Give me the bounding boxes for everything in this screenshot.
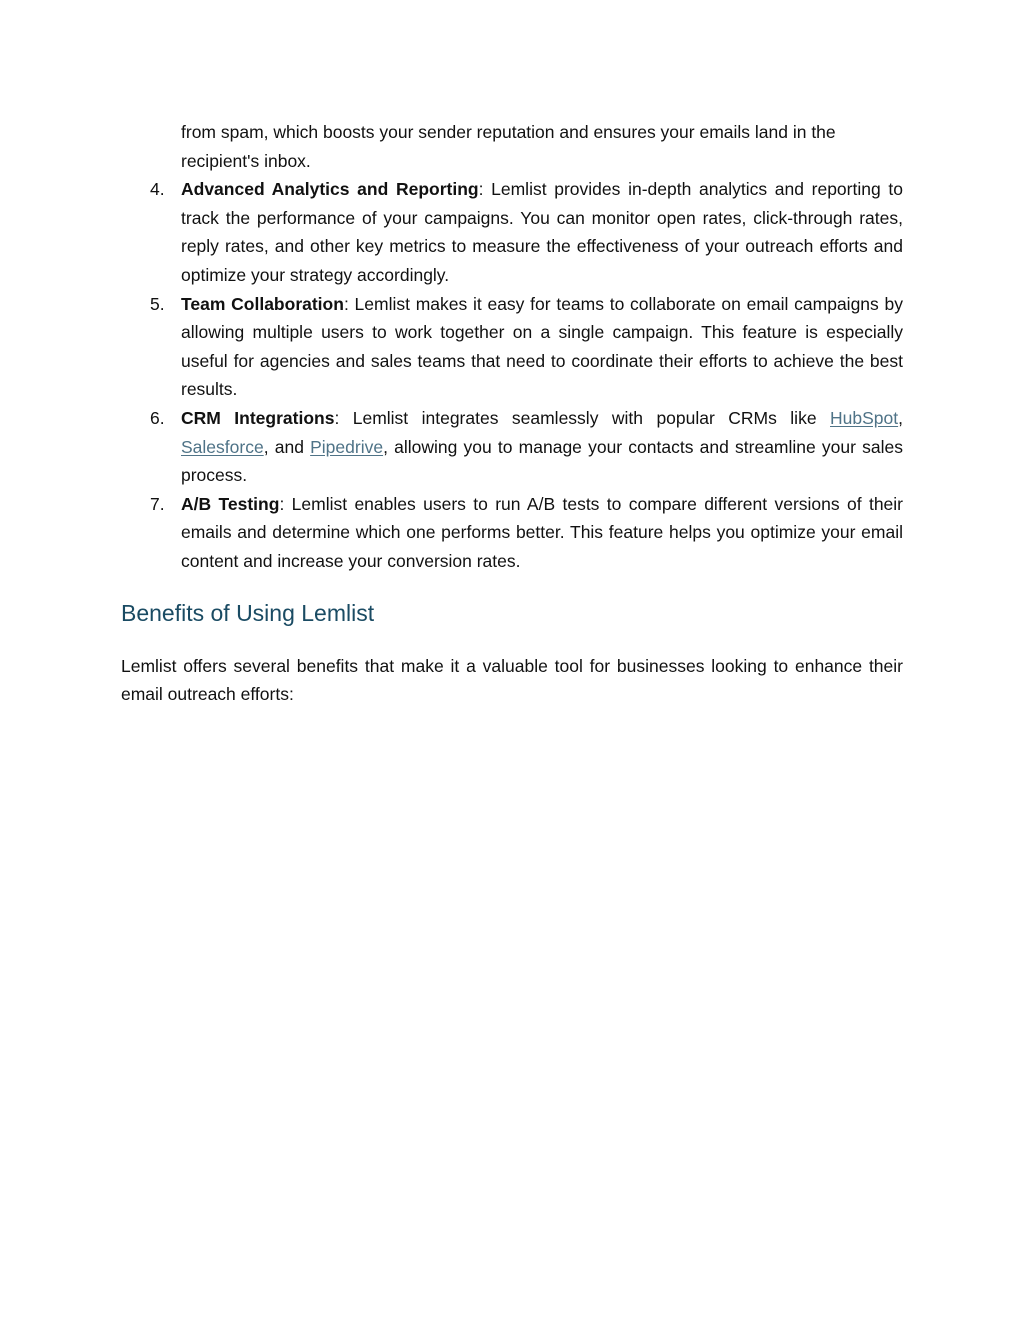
salesforce-link[interactable]: Salesforce — [181, 436, 264, 457]
hubspot-link[interactable]: HubSpot — [830, 407, 899, 428]
section-heading: Benefits of Using Lemlist — [121, 599, 375, 626]
feature-description: : Lemlist enables users to run A/B tests to compare different versions of their emails and determine which one performs better. This feature helps you optimize your email content and increase your conversion rates. — [181, 493, 904, 571]
feature-title: Advanced Analytics and Reporting — [181, 179, 479, 200]
continued-paragraph: from spam, which boosts your sender reputation and ensures your emails land in the recipient's inbox. — [181, 122, 836, 171]
feature-title: CRM Integrations — [181, 407, 335, 428]
feature-title: A/B Testing — [181, 493, 280, 514]
separator-text: , — [898, 407, 903, 428]
list-item-collaboration — [121, 290, 903, 404]
section-intro-paragraph: Lemlist offers several benefits that make it a valuable tool for businesses looking to enhance their email outreach efforts: — [121, 655, 903, 705]
list-number: 5. — [150, 293, 165, 314]
document-body — [121, 118, 903, 709]
feature-description: : Lemlist makes it easy for teams to collaborate on email campaigns by allowing multiple users to work together on a single campaign. This feature is especially useful for agencies and sales teams that need to coordinate their efforts to achieve the best results. — [181, 293, 903, 400]
list-item-ab-testing — [121, 490, 903, 576]
list-number: 7. — [150, 493, 165, 514]
list-number: 6. — [150, 407, 165, 428]
separator-text: , and — [263, 436, 311, 457]
feature-list — [121, 175, 903, 575]
list-item-crm — [121, 404, 903, 490]
pipedrive-link[interactable]: Pipedrive — [310, 436, 384, 457]
feature-description: : Lemlist integrates seamlessly with popular CRMs like — [334, 407, 830, 428]
list-number: 4. — [150, 179, 165, 200]
feature-description: : Lemlist provides in-depth analytics and reporting to track the performance of your campaigns. You can monitor open rates, click-through rates, reply rates, and other key metrics to measure the effectiveness of your outreach efforts and optimize your strategy accordingly. — [181, 179, 903, 285]
list-item-analytics — [121, 175, 903, 289]
feature-description-end: , allowing you to manage your contacts and streamline your sales process. — [181, 436, 903, 486]
feature-title: Team Collaboration — [181, 293, 344, 314]
